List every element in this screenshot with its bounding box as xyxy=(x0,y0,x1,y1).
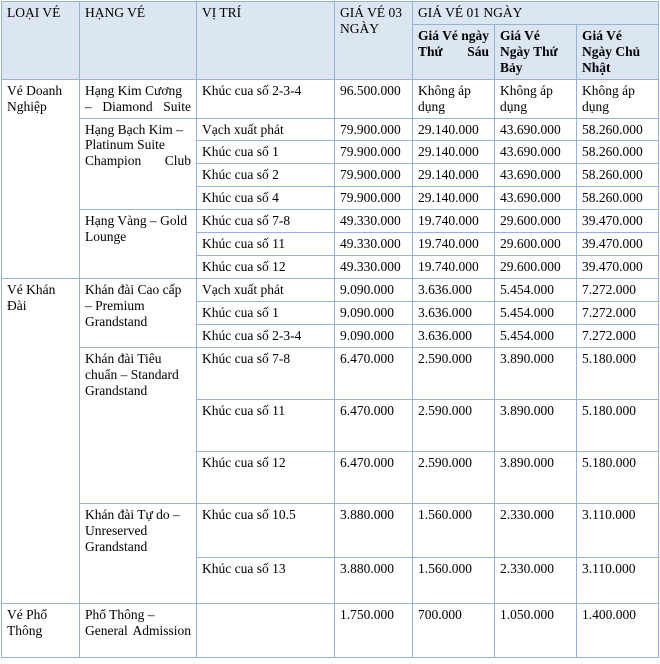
table-body xyxy=(2,79,659,657)
cell-price-sunday: 5.180.000 xyxy=(577,347,659,399)
cell-price-saturday: 3.890.000 xyxy=(495,399,577,451)
cell-price-3day: 6.470.000 xyxy=(335,347,413,399)
class-label-platinum: Hạng Bạch Kim – Platinum Suite Champion Club xyxy=(80,118,197,210)
cell-position: Khúc cua số 7-8 xyxy=(197,210,335,233)
cell-price-saturday: 5.454.000 xyxy=(495,301,577,324)
cell-position: Khúc cua số 1 xyxy=(197,301,335,324)
class-label-standard: Khán đài Tiêu chuẩn – Standard Grandstand xyxy=(80,347,197,503)
class-label-premium: Khán đài Cao cấp – Premium Grandstand xyxy=(80,278,197,347)
cell-price-saturday: 3.890.000 xyxy=(495,347,577,399)
cell-price-friday: 3.636.000 xyxy=(413,278,495,301)
cell-price-3day: 9.090.000 xyxy=(335,301,413,324)
cell-price-3day: 79.900.000 xyxy=(335,118,413,141)
header-price-3day: GIÁ VÉ 03 NGÀY xyxy=(335,2,413,80)
cell-price-3day: 1.750.000 xyxy=(335,603,413,657)
cell-price-3day: 96.500.000 xyxy=(335,79,413,118)
cell-price-sunday: 39.470.000 xyxy=(577,233,659,256)
cell-price-sunday: 3.110.000 xyxy=(577,503,659,557)
cell-position: Khúc cua số 1 xyxy=(197,141,335,164)
header-price-sunday: Giá Vé Ngày Chủ Nhật xyxy=(577,24,659,79)
header-ticket-class: HẠNG VÉ xyxy=(80,2,197,80)
cell-position: Khúc cua số 10.5 xyxy=(197,503,335,557)
cell-price-3day: 49.330.000 xyxy=(335,233,413,256)
cell-price-3day: 3.880.000 xyxy=(335,503,413,557)
cell-position: Khúc cua số 2 xyxy=(197,164,335,187)
cell-price-sunday: 58.260.000 xyxy=(577,187,659,210)
header-row-main xyxy=(2,2,659,25)
cell-price-sunday: 1.400.000 xyxy=(577,603,659,657)
cell-price-saturday: 43.690.000 xyxy=(495,141,577,164)
cell-position: Khúc cua số 11 xyxy=(197,233,335,256)
cell-price-saturday: 5.454.000 xyxy=(495,278,577,301)
cell-price-saturday: 43.690.000 xyxy=(495,164,577,187)
cell-position: Khúc cua số 7-8 xyxy=(197,347,335,399)
cell-price-friday: 29.140.000 xyxy=(413,141,495,164)
class-label-gold: Hạng Vàng – Gold Lounge xyxy=(80,210,197,279)
ticket-price-table xyxy=(1,1,659,658)
cell-price-sunday: 58.260.000 xyxy=(577,141,659,164)
header-position: VỊ TRÍ xyxy=(197,2,335,80)
cell-price-3day: 6.470.000 xyxy=(335,451,413,503)
table-row xyxy=(2,118,659,141)
table-row xyxy=(2,210,659,233)
cell-price-friday: 29.140.000 xyxy=(413,164,495,187)
cell-price-saturday: 2.330.000 xyxy=(495,503,577,557)
cell-position: Khúc cua số 2-3-4 xyxy=(197,324,335,347)
class-label-unreserved: Khán đài Tự do – Unreserved Grandstand xyxy=(80,503,197,603)
table-header xyxy=(2,2,659,80)
cell-price-saturday: 43.690.000 xyxy=(495,118,577,141)
cell-price-saturday: 2.330.000 xyxy=(495,557,577,603)
cell-price-friday: 19.740.000 xyxy=(413,256,495,279)
cell-price-saturday: 29.600.000 xyxy=(495,210,577,233)
cell-price-sunday: 5.180.000 xyxy=(577,451,659,503)
group-label-general: Vé Phổ Thông xyxy=(2,603,80,657)
cell-price-friday: 2.590.000 xyxy=(413,451,495,503)
cell-price-friday: 3.636.000 xyxy=(413,324,495,347)
cell-price-sunday: 5.180.000 xyxy=(577,399,659,451)
cell-price-saturday: 29.600.000 xyxy=(495,233,577,256)
table-row xyxy=(2,278,659,301)
cell-price-saturday: 29.600.000 xyxy=(495,256,577,279)
class-label-diamond: Hạng Kim Cương – Diamond Suite xyxy=(80,79,197,118)
cell-price-friday: Không áp dụng xyxy=(413,79,495,118)
group-label-grandstand: Vé Khán Đài xyxy=(2,278,80,603)
cell-price-saturday: 1.050.000 xyxy=(495,603,577,657)
cell-price-sunday: 7.272.000 xyxy=(577,324,659,347)
cell-price-friday: 2.590.000 xyxy=(413,399,495,451)
cell-price-sunday: 58.260.000 xyxy=(577,164,659,187)
cell-price-saturday: 3.890.000 xyxy=(495,451,577,503)
cell-position: Khúc cua số 12 xyxy=(197,451,335,503)
cell-price-friday: 19.740.000 xyxy=(413,210,495,233)
cell-price-3day: 49.330.000 xyxy=(335,256,413,279)
group-label-business: Vé Doanh Nghiệp xyxy=(2,79,80,278)
cell-price-friday: 29.140.000 xyxy=(413,187,495,210)
cell-price-3day: 6.470.000 xyxy=(335,399,413,451)
cell-price-3day: 9.090.000 xyxy=(335,278,413,301)
cell-price-friday: 1.560.000 xyxy=(413,557,495,603)
header-price-1day: GIÁ VÉ 01 NGÀY xyxy=(413,2,659,25)
cell-position: Khúc cua số 4 xyxy=(197,187,335,210)
header-price-friday: Giá Vé ngày Thứ Sáu xyxy=(413,24,495,79)
cell-price-friday: 29.140.000 xyxy=(413,118,495,141)
table-row xyxy=(2,347,659,399)
cell-position: Vạch xuất phát xyxy=(197,278,335,301)
cell-position: Khúc cua số 12 xyxy=(197,256,335,279)
cell-price-sunday: 58.260.000 xyxy=(577,118,659,141)
table-row xyxy=(2,603,659,657)
cell-price-sunday: 7.272.000 xyxy=(577,278,659,301)
class-label-general-admission: Phổ Thông – General Admission xyxy=(80,603,197,657)
cell-price-sunday: 39.470.000 xyxy=(577,210,659,233)
cell-price-3day: 79.900.000 xyxy=(335,187,413,210)
cell-price-3day: 79.900.000 xyxy=(335,164,413,187)
cell-price-sunday: 7.272.000 xyxy=(577,301,659,324)
cell-price-friday: 19.740.000 xyxy=(413,233,495,256)
cell-price-saturday: 5.454.000 xyxy=(495,324,577,347)
cell-price-3day: 3.880.000 xyxy=(335,557,413,603)
cell-price-friday: 1.560.000 xyxy=(413,503,495,557)
header-price-saturday: Giá Vé Ngày Thứ Bảy xyxy=(495,24,577,79)
cell-price-sunday: 39.470.000 xyxy=(577,256,659,279)
cell-price-friday: 2.590.000 xyxy=(413,347,495,399)
cell-price-sunday: Không áp dụng xyxy=(577,79,659,118)
cell-position xyxy=(197,603,335,657)
cell-price-sunday: 3.110.000 xyxy=(577,557,659,603)
cell-position: Khúc cua số 11 xyxy=(197,399,335,451)
cell-price-saturday: 43.690.000 xyxy=(495,187,577,210)
cell-position: Khúc cua số 13 xyxy=(197,557,335,603)
table-row xyxy=(2,79,659,118)
cell-price-saturday: Không áp dụng xyxy=(495,79,577,118)
cell-position: Khúc cua số 2-3-4 xyxy=(197,79,335,118)
cell-price-3day: 79.900.000 xyxy=(335,141,413,164)
table-row xyxy=(2,503,659,557)
cell-price-friday: 700.000 xyxy=(413,603,495,657)
cell-price-3day: 49.330.000 xyxy=(335,210,413,233)
header-ticket-type: LOẠI VÉ xyxy=(2,2,80,80)
cell-position: Vạch xuất phát xyxy=(197,118,335,141)
cell-price-friday: 3.636.000 xyxy=(413,301,495,324)
cell-price-3day: 9.090.000 xyxy=(335,324,413,347)
